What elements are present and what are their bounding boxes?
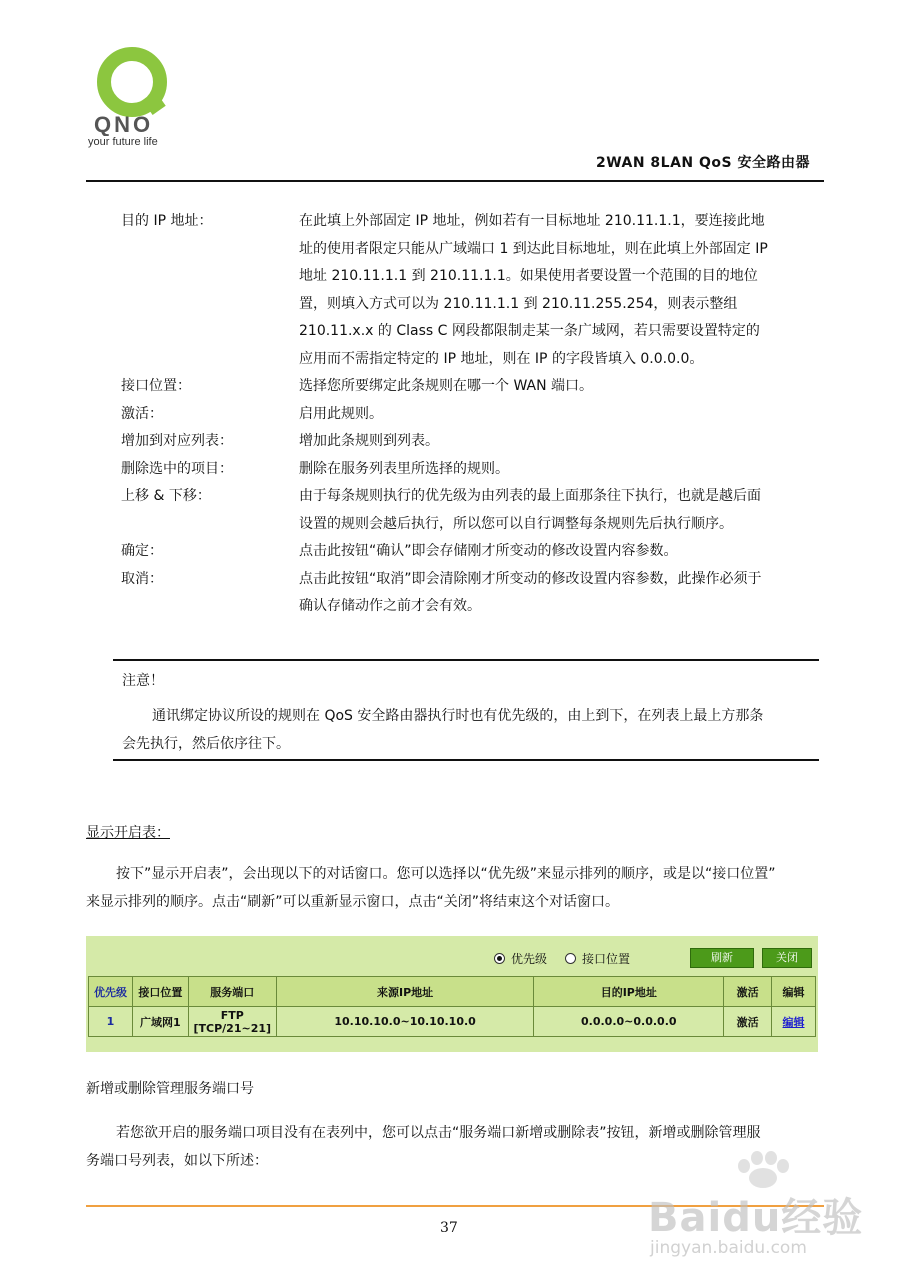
desc-line: 在此填上外部固定 IP 地址，例如若有一目标地址 210.11.1.1，要连接此地: [299, 213, 765, 229]
cell-service: [188, 1007, 276, 1037]
desc-line: 应用而不需指定特定的 IP 地址，则在 IP 的字段皆填入 0.0.0.0。: [299, 350, 704, 367]
def-term: 确定：: [121, 543, 163, 559]
page-header-title: 2WAN 8LAN QoS 安全路由器: [595, 155, 810, 171]
desc-line: 置，则填入方式可以为 210.11.1.1 到 210.11.255.254，则表示整组: [299, 295, 738, 312]
radio-interface[interactable]: [565, 953, 576, 964]
def-desc: [299, 373, 811, 401]
def-activate: [121, 401, 811, 429]
qno-logo: [92, 40, 192, 150]
def-desc: [299, 538, 811, 566]
col-dest-ip: 目的IP地址: [534, 977, 724, 1007]
col-service: 服务端口: [188, 977, 276, 1007]
def-term: 上移 & 下移：: [121, 488, 211, 504]
definition-list: [121, 208, 811, 621]
radio-priority-label[interactable]: 优先级: [511, 952, 548, 966]
baidu-watermark: [646, 1150, 876, 1274]
cell-interface: 广域网1: [132, 1007, 188, 1037]
cell-active: 激活: [724, 1007, 772, 1037]
col-priority: 优先级: [89, 977, 133, 1007]
desc-line: 点击此按钮“确认”即会存储刚才所变动的修改设置内容参数。: [299, 543, 678, 559]
desc-line: 210.11.x.x 的 Class C 网段都限制走某一条广域网，若只需要设置特定的: [299, 323, 760, 339]
def-desc: [299, 456, 811, 484]
open-table-dialog: [86, 936, 818, 1052]
def-term: 删除选中的项目：: [121, 460, 233, 477]
table-header-row: [89, 977, 816, 1007]
def-desc: [299, 428, 811, 456]
sort-radio-group: [494, 950, 648, 967]
desc-line: 确认存储动作之前才会有效。: [299, 598, 481, 614]
paragraph-line: 来显示排列的顺序。点击“刷新”可以重新显示窗口，点击“关闭”将结束这个对话窗口。: [86, 894, 620, 910]
def-desc: [299, 401, 811, 429]
col-interface: 接口位置: [132, 977, 188, 1007]
edit-link[interactable]: 编辑: [782, 1015, 805, 1029]
service-range: [TCP/21~21]: [193, 1021, 272, 1035]
desc-line: 址的使用者限定只能从广域端口 1 到达此目标地址，则在此填上外部固定 IP: [299, 240, 768, 257]
watermark-text: Baidu经验: [648, 1195, 864, 1241]
def-delete-selected: [121, 456, 811, 484]
watermark-url: jingyan.baidu.com: [650, 1238, 807, 1258]
cell-source-ip: 10.10.10.0~10.10.10.0: [276, 1007, 534, 1037]
desc-line: 删除在服务列表里所选择的规则。: [299, 460, 509, 477]
def-term: 增加到对应列表：: [121, 433, 233, 449]
def-add-to-list: [121, 428, 811, 456]
desc-line: 启用此规则。: [299, 405, 383, 422]
def-term: 接口位置：: [121, 378, 191, 394]
desc-line: 点击此按钮“取消”即会清除刚才所变动的修改设置内容参数，此操作必须于: [299, 570, 762, 587]
section-paragraph: [86, 860, 826, 916]
service-name: FTP: [220, 1008, 244, 1022]
def-term: 目的 IP 地址：: [121, 213, 213, 229]
cell-edit: [772, 1007, 816, 1037]
paragraph-line: 按下”显示开启表”，会出现以下的对话窗口。您可以选择以“优先级”来显示排列的顺序，或是以“接口位置”: [116, 866, 776, 882]
desc-line: 选择您所要绑定此条规则在哪一个 WAN 端口。: [299, 378, 594, 394]
note-title: 注意！: [122, 673, 164, 689]
def-term: 激活：: [121, 405, 163, 422]
def-desc: [299, 208, 811, 373]
col-edit: 编辑: [772, 977, 816, 1007]
def-desc: [299, 483, 811, 538]
desc-line: 地址 210.11.1.1 到 210.11.1.1。如果使用者要设置一个范围的目的地位: [299, 268, 758, 284]
radio-priority[interactable]: [494, 953, 505, 964]
rule-table: [88, 976, 816, 1037]
table-row: [89, 1007, 816, 1037]
def-cancel: [121, 566, 811, 621]
refresh-button[interactable]: 刷新: [690, 948, 754, 968]
note-bottom-rule: [113, 759, 819, 761]
svg-text:QNO: QNO: [94, 112, 154, 136]
paragraph-line: 若您欲开启的服务端口项目没有在表列中，您可以点击“服务端口新增或删除表”按钮，新增或删除管理服: [116, 1125, 761, 1141]
subsection-heading: 新增或删除管理服务端口号: [86, 1081, 254, 1097]
header-divider: [86, 180, 824, 182]
note-line: 通讯绑定协议所设的规则在 QoS 安全路由器执行时也有优先级的，由上到下，在列表上最上方那条: [152, 708, 764, 724]
desc-line: 由于每条规则执行的优先级为由列表的最上面那条往下执行，也就是越后面: [299, 488, 761, 504]
desc-line: 增加此条规则到列表。: [299, 433, 439, 449]
col-active: 激活: [724, 977, 772, 1007]
close-button[interactable]: 关闭: [762, 948, 812, 968]
def-confirm: [121, 538, 811, 566]
col-source-ip: 来源IP地址: [276, 977, 534, 1007]
def-interface: [121, 373, 811, 401]
note-line: 会先执行，然后依序往下。: [122, 736, 290, 752]
def-move-up-down: [121, 483, 811, 538]
cell-priority: 1: [89, 1007, 133, 1037]
note-top-rule: [113, 659, 819, 661]
desc-line: 设置的规则会越后执行，所以您可以自行调整每条规则先后执行顺序。: [299, 515, 733, 532]
def-desc: [299, 566, 811, 621]
brand-tagline: your future life: [88, 136, 158, 148]
page-number: 37: [440, 1220, 458, 1236]
radio-interface-label[interactable]: 接口位置: [582, 952, 631, 966]
cell-dest-ip: 0.0.0.0~0.0.0.0: [534, 1007, 724, 1037]
def-term: 取消：: [121, 570, 163, 587]
def-dest-ip: [121, 208, 811, 373]
paw-icon: [728, 1150, 798, 1190]
paragraph-line: 务端口号列表，如以下所述：: [86, 1153, 268, 1169]
section-heading: 显示开启表：: [86, 825, 170, 841]
note-body: [122, 702, 818, 758]
